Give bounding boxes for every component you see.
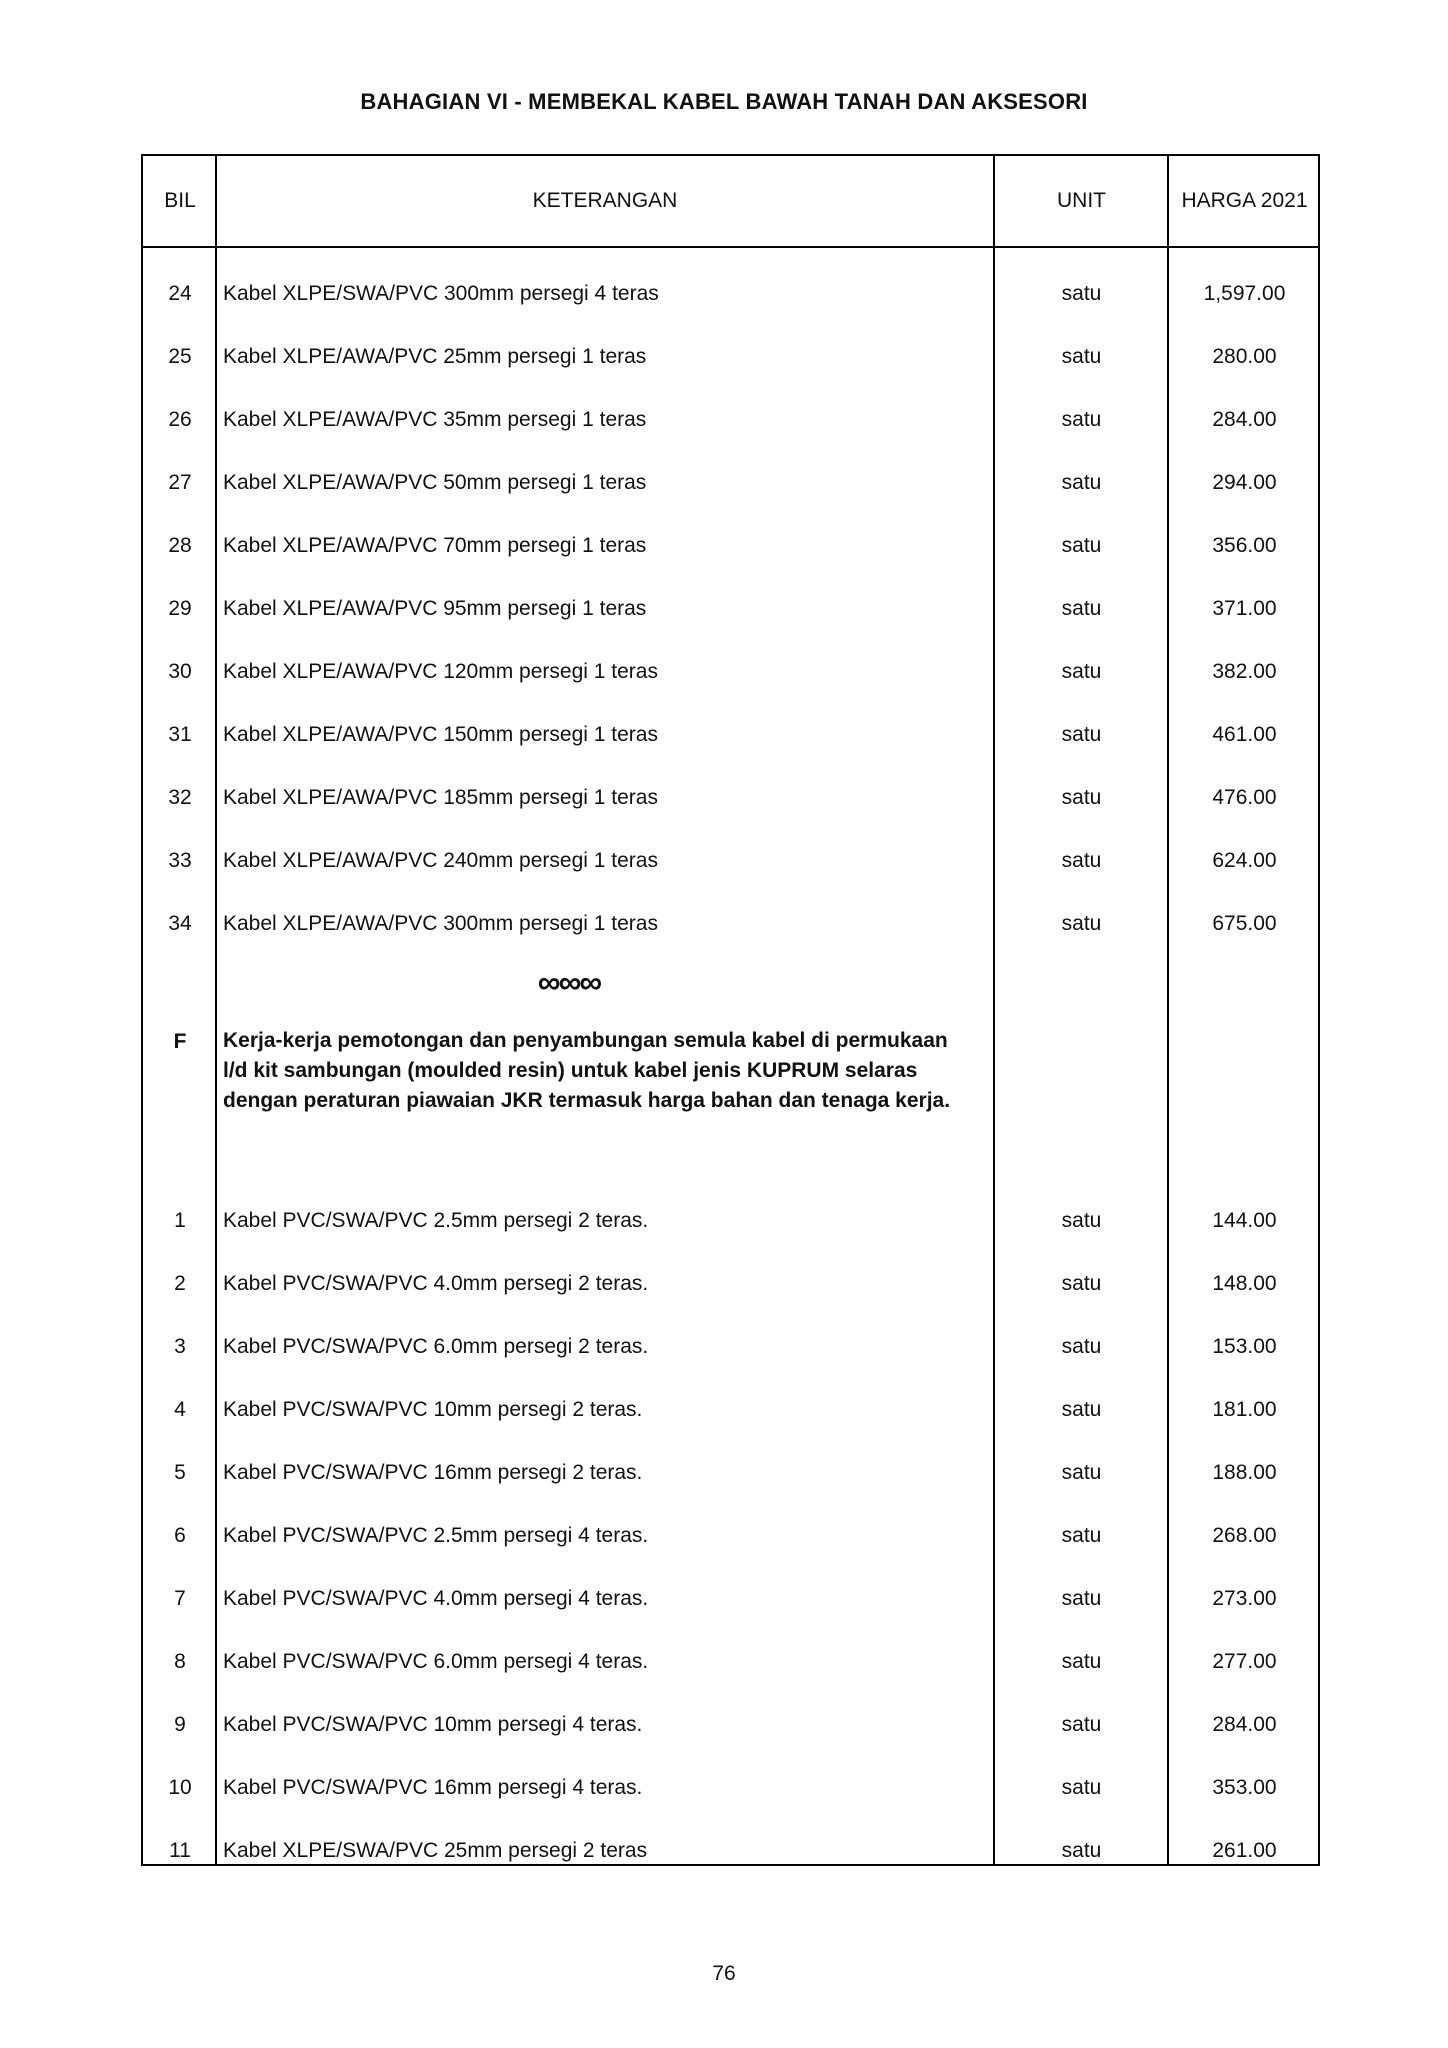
row-bil: 7 (174, 1587, 186, 1610)
row-keterangan: Kabel XLPE/AWA/PVC 70mm persegi 1 teras (223, 534, 647, 557)
row-unit: satu (1061, 471, 1102, 494)
row-unit: satu (1061, 1650, 1102, 1673)
row-keterangan: Kabel PVC/SWA/PVC 6.0mm persegi 4 teras. (223, 1650, 649, 1673)
row-unit: satu (1061, 786, 1102, 809)
row-bil: 29 (168, 597, 192, 620)
row-keterangan: Kabel XLPE/AWA/PVC 25mm persegi 1 teras (223, 345, 647, 368)
row-unit: satu (1061, 1272, 1102, 1295)
row-unit: satu (1061, 660, 1102, 683)
row-unit: satu (1061, 912, 1102, 935)
row-unit: satu (1061, 597, 1102, 620)
row-unit: satu (1061, 282, 1102, 305)
row-keterangan: Kabel PVC/SWA/PVC 10mm persegi 2 teras. (223, 1398, 643, 1421)
section-bil: F (173, 1030, 187, 1053)
row-keterangan: Kabel PVC/SWA/PVC 4.0mm persegi 2 teras. (223, 1272, 649, 1295)
row-keterangan: Kabel XLPE/AWA/PVC 120mm persegi 1 teras (223, 660, 658, 683)
row-harga: 280.00 (1212, 345, 1277, 368)
row-unit: satu (1061, 849, 1102, 872)
row-unit: satu (1061, 1335, 1102, 1358)
row-bil: 2 (174, 1272, 186, 1295)
row-harga: 284.00 (1212, 1713, 1277, 1736)
row-keterangan: Kabel PVC/SWA/PVC 2.5mm persegi 4 teras. (223, 1524, 649, 1547)
row-keterangan: Kabel XLPE/AWA/PVC 240mm persegi 1 teras (223, 849, 658, 872)
header-bil: BIL (164, 189, 196, 212)
row-unit: satu (1061, 1839, 1102, 1862)
row-keterangan: Kabel PVC/SWA/PVC 10mm persegi 4 teras. (223, 1713, 643, 1736)
ornament-divider: ∞∞∞ (537, 964, 601, 1000)
row-bil: 25 (168, 345, 192, 368)
row-unit: satu (1061, 1713, 1102, 1736)
row-keterangan: Kabel XLPE/AWA/PVC 50mm persegi 1 teras (223, 471, 647, 494)
row-harga: 1,597.00 (1203, 282, 1286, 305)
row-harga: 476.00 (1212, 786, 1277, 809)
row-keterangan: Kabel XLPE/AWA/PVC 185mm persegi 1 teras (223, 786, 658, 809)
row-harga: 268.00 (1212, 1524, 1277, 1547)
row-harga: 624.00 (1212, 849, 1277, 872)
document-title: BAHAGIAN VI - MEMBEKAL KABEL BAWAH TANAH DAN AKSESORI (360, 89, 1088, 114)
row-bil: 34 (168, 912, 192, 935)
row-bil: 4 (174, 1398, 186, 1421)
row-harga: 144.00 (1212, 1209, 1277, 1232)
section-description: Kerja-kerja pemotongan dan penyambungan semula kabel di permukaan l/d kit sambungan (moulded resin) untuk kabel jenis KUPRUM selaras dengan peraturan piawaian JKR termasuk harga bahan dan tenaga kerja. (223, 1029, 951, 1112)
row-bil: 32 (168, 786, 192, 809)
row-harga: 261.00 (1212, 1839, 1277, 1862)
row-bil: 3 (174, 1335, 186, 1358)
row-harga: 181.00 (1212, 1398, 1277, 1421)
header-divider (143, 246, 1318, 248)
row-keterangan: Kabel XLPE/AWA/PVC 35mm persegi 1 teras (223, 408, 647, 431)
row-harga: 675.00 (1212, 912, 1277, 935)
row-unit: satu (1061, 408, 1102, 431)
row-unit: satu (1061, 1398, 1102, 1421)
header-unit: UNIT (1057, 189, 1106, 212)
row-unit: satu (1061, 723, 1102, 746)
row-keterangan: Kabel XLPE/AWA/PVC 300mm persegi 1 teras (223, 912, 658, 935)
row-bil: 5 (174, 1461, 186, 1484)
row-unit: satu (1061, 1524, 1102, 1547)
row-harga: 148.00 (1212, 1272, 1277, 1295)
row-unit: satu (1061, 345, 1102, 368)
header-keterangan: KETERANGAN (532, 189, 678, 212)
row-keterangan: Kabel PVC/SWA/PVC 2.5mm persegi 2 teras. (223, 1209, 649, 1232)
row-harga: 294.00 (1212, 471, 1277, 494)
row-keterangan: Kabel PVC/SWA/PVC 4.0mm persegi 4 teras. (223, 1587, 649, 1610)
row-harga: 371.00 (1212, 597, 1277, 620)
row-bil: 28 (168, 534, 192, 557)
row-harga: 461.00 (1212, 723, 1277, 746)
row-unit: satu (1061, 534, 1102, 557)
row-harga: 353.00 (1212, 1776, 1277, 1799)
page-number: 76 (712, 1962, 736, 1985)
row-bil: 1 (174, 1209, 186, 1232)
row-harga: 356.00 (1212, 534, 1277, 557)
row-keterangan: Kabel PVC/SWA/PVC 6.0mm persegi 2 teras. (223, 1335, 649, 1358)
row-bil: 8 (174, 1650, 186, 1673)
row-bil: 26 (168, 408, 192, 431)
row-harga: 277.00 (1212, 1650, 1277, 1673)
row-bil: 9 (174, 1713, 186, 1736)
row-harga: 273.00 (1212, 1587, 1277, 1610)
row-bil: 6 (174, 1524, 186, 1547)
row-bil: 33 (168, 849, 192, 872)
row-keterangan: Kabel PVC/SWA/PVC 16mm persegi 2 teras. (223, 1461, 643, 1484)
row-harga: 284.00 (1212, 408, 1277, 431)
row-unit: satu (1061, 1776, 1102, 1799)
row-keterangan: Kabel XLPE/SWA/PVC 25mm persegi 2 teras (223, 1839, 648, 1862)
row-keterangan: Kabel PVC/SWA/PVC 16mm persegi 4 teras. (223, 1776, 643, 1799)
header-harga: HARGA 2021 (1181, 189, 1308, 212)
row-unit: satu (1061, 1461, 1102, 1484)
row-bil: 30 (168, 660, 192, 683)
row-keterangan: Kabel XLPE/SWA/PVC 300mm persegi 4 teras (223, 282, 659, 305)
row-bil: 31 (168, 723, 192, 746)
row-bil: 27 (168, 471, 192, 494)
row-unit: satu (1061, 1209, 1102, 1232)
row-bil: 11 (169, 1839, 191, 1862)
row-unit: satu (1061, 1587, 1102, 1610)
row-bil: 10 (168, 1776, 192, 1799)
row-harga: 188.00 (1212, 1461, 1277, 1484)
row-bil: 24 (168, 282, 192, 305)
row-harga: 153.00 (1212, 1335, 1277, 1358)
row-harga: 382.00 (1212, 660, 1277, 683)
row-keterangan: Kabel XLPE/AWA/PVC 95mm persegi 1 teras (223, 597, 647, 620)
price-table (141, 154, 1320, 1866)
row-keterangan: Kabel XLPE/AWA/PVC 150mm persegi 1 teras (223, 723, 658, 746)
